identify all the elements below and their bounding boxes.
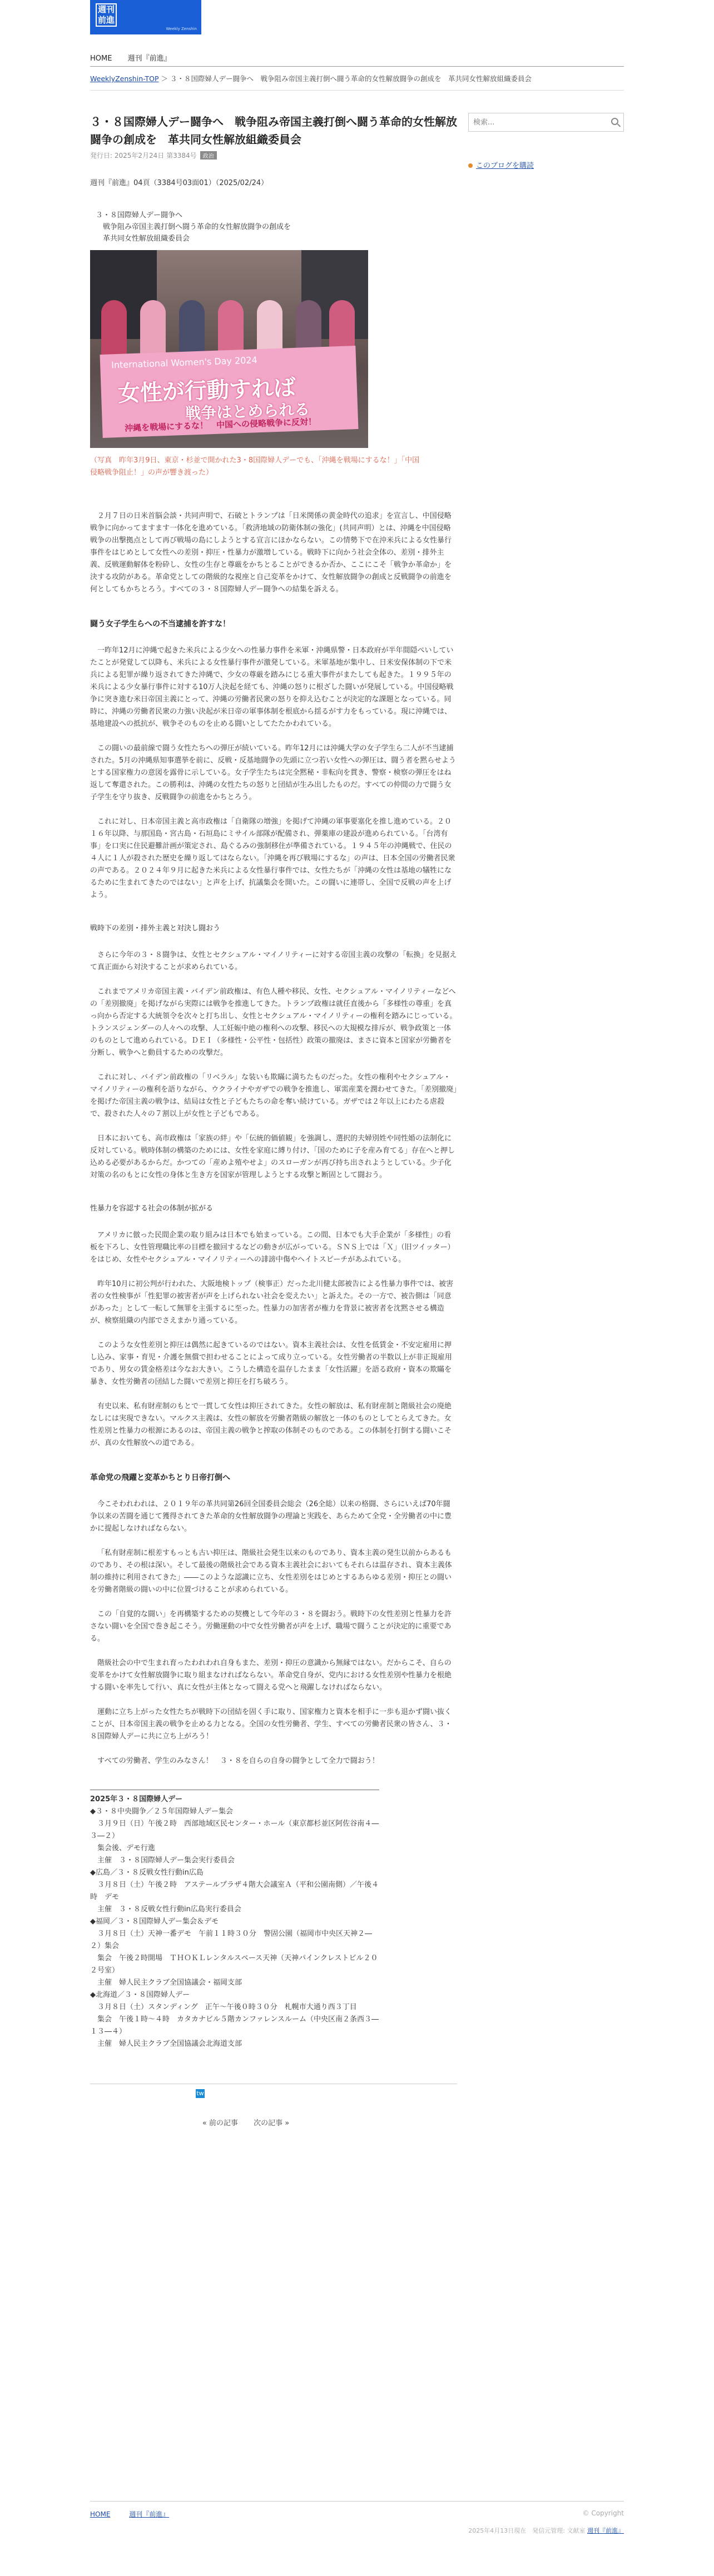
article-paragraph: 昨年10月に初公判が行われた、大阪地検トップ（検事正）だった北川健太郎被告による性暴力事件では、被害者の女性検事が「性犯罪の被害者が声を上げられない社会を変えたい」と訴えた。その一方で、被告側は「同意があった」として一転して無罪を主張するに至った。性暴力の加害者が権力を背景に被害者を沈黙させる構造が、検察組織の内部でさえまかり通っている。 xyxy=(90,1280,454,1325)
section-heading: 革命党の飛躍と変革かちとり日帝打倒へ xyxy=(90,1473,230,1482)
banner-line-3: 沖縄を戦場にするな！ 中国への侵略戦争に反対！ xyxy=(124,416,317,434)
schedule-item: ３月８日（土）天神一番デモ 午前１１時３０分 警固公園（福岡市中央区天神２―２）集会 xyxy=(90,1930,373,1950)
article-paragraph: さらに今年の３・８闘争は、女性とセクシュアル・マイノリティーに対する帝国主義の攻撃の「転換」を見据えて真正面から対決することが求められている。 xyxy=(90,951,457,971)
site-logo[interactable] xyxy=(90,0,201,34)
share-bar xyxy=(90,2084,457,2106)
article-paragraph: 一昨年12月に沖縄で起きた米兵による少女への性暴力事件を米軍・沖縄県警・日本政府が半年間隠ぺいしていたことが発覚して以降も、米兵による女性暴行事件が激発している。米軍基地が集中し、日米安保体制の下で米兵による犯罪が繰り返されてきた沖縄で、少女の尊厳を踏みにじる重大事件がまたしても起きた。１９９５年の米兵による少女暴行事件に対する10万人決起を経ても、沖縄の怒りに根ざした闘いが発展している。中国侵略戦争に突き進む米日帝国主義にとって、沖縄の労働者民衆の怒りを抑え込むことが決定的な課題となっている。同時に、沖縄の労働者民衆の力強い決起が米日帝の軍事体制を根底から揺るがす力をもっている。現に沖縄では、基地建設への抵抗が、戦争そのものを止める闘いとしてたたかわれている。 xyxy=(90,646,454,728)
prev-article-link[interactable]: « 前の記事 xyxy=(202,2119,238,2127)
article-paragraph: これに対し、日本帝国主義と高市政権は「自衛隊の増強」を掲げて沖縄の軍事要塞化を推し進めている。２０１６年以降、与那国島・宮古島・石垣島にミサイル部隊が配備され、弾薬庫の建設が進められている。「台湾有事」を口実に住民避難計画が策定され、島ぐるみの強制移住が準備されている。１９４５年の沖縄戦で、住民の４人に１人が殺された歴史を繰り返してはならない。「沖縄を再び戦場にするな」の声は、日本全国の労働者民衆の声である。２０２４年９月に起きた米兵による女性暴行事件では、女性たちが「沖縄の女性は基地の犠牲になるために生まれてきたのではない」と声を上げ、抗議集会を開いた。この闘いに連帯し、全国で反戦の声を上げよう。 xyxy=(90,818,455,899)
next-article-link[interactable]: 次の記事 » xyxy=(254,2119,290,2127)
banner-line-2: 戦争はとめられる xyxy=(185,400,310,423)
schedule-item: ３月９日（日）午後２時 西部地域区民センター・ホール（東京都杉並区阿佐谷南４―３―２） xyxy=(90,1820,379,1840)
breadcrumb-current: ３・８国際婦人デー闘争へ 戦争阻み帝国主義打倒へ闘う革命的女性解放闘争の創成を 革共同女性解放組織委員会 xyxy=(170,74,532,83)
masthead xyxy=(90,0,624,34)
twitter-share-icon[interactable]: tw xyxy=(196,2090,204,2097)
footer-home-link[interactable]: HOME xyxy=(90,2510,111,2518)
intro-line: 革共同女性解放組織委員会 xyxy=(103,235,190,243)
schedule-item: ３月８日（土）午後２時 アステールプラザ４階大会議室Ａ（平和公園南側）／午後４時 デモ xyxy=(90,1881,379,1901)
subscribe-link-box xyxy=(468,160,624,170)
article-paragraph: 今こそわれわれは、２０１９年の革共同第26回全国委員会総会（26全総）以来の格闘、さらにいえば70年闘争以来の苦闘を通じて獲得されてきた革命的女性解放闘争の理論と実践を、あらためて全党・全労働者の中に豊かに提起しなければならない。 xyxy=(90,1500,452,1533)
breadcrumb xyxy=(90,73,624,91)
schedule-list xyxy=(90,1806,379,2050)
schedule-item: 集会 午後１時～４時 カタカナビル５階カンファレンスルーム（中央区南２条西３―１３―４） xyxy=(90,2015,379,2036)
banner-line-1: 女性が行動すれば xyxy=(117,375,296,407)
schedule-item: ◆北海道／３・８国際婦人デー xyxy=(90,1991,190,1999)
article-main xyxy=(90,113,457,2127)
footer-credit xyxy=(468,2526,624,2535)
intro-line: 戦争阻み帝国主義打倒へ闘う革命的女性解放闘争の創成を xyxy=(103,223,291,231)
schedule-item: 主催 ３・８反戦女性行動in広島実行委員会 xyxy=(90,1905,241,1914)
footer-copyright: © Copyright xyxy=(582,2509,624,2517)
search-icon[interactable] xyxy=(611,118,618,125)
photo-banner xyxy=(100,346,359,438)
footer-credit-text: 2025年4月13日現在 発信元管理: 文献室 xyxy=(468,2527,586,2534)
article-photo xyxy=(90,250,368,448)
article-paragraph: アメリカに倣った民間企業の取り組みは日本でも始まっている。この間、日本でも大手企業が「多様性」の看板を下ろし、女性管理職比率の目標を撤回するなどの動きが広がっている。ＳＮＳ上では「Ｘ」（旧ツイッター）をはじめ、女性やセクシュアル・マイノリティーへの誹謗中傷やヘイトスピーチがあふれている。 xyxy=(90,1231,455,1264)
article-paragraph: 「私有財産制に根差すもっとも古い抑圧は、階級社会発生以来のものであり、資本主義の発生以前からあるものであり、その根は深い。そして最後の階級社会である資本主義社会においてもそれらは温存され、資本主義体制の維持に利用されてきた」――このような認識に立ち、女性差別をはじめとするあらゆる差別・抑圧との闘いを労働者階級の闘いの中に位置づけることが求められている。 xyxy=(90,1549,452,1594)
footer xyxy=(90,2501,624,2534)
nav-home-link[interactable]: HOME xyxy=(90,54,112,63)
logo-emblem: 週刊前進 xyxy=(96,3,117,27)
schedule-item: ◆３・８中央闘争／２５年国際婦人デー集会 xyxy=(90,1807,233,1816)
schedule-item: ◆広島／３・８反戦女性行動in広島 xyxy=(90,1869,204,1877)
rss-icon xyxy=(468,163,473,168)
article-title: ３・８国際婦人デー闘争へ 戦争阻み帝国主義打倒へ闘う革命的女性解放闘争の創成を 革共同女性解放組織委員会 xyxy=(90,115,457,146)
breadcrumb-separator: ＞ xyxy=(158,74,170,83)
subsection-heading: 戦時下の差別・排外主義と対決し闘おう xyxy=(90,924,221,933)
schedule-item: 主催 ３・８国際婦人デー集会実行委員会 xyxy=(90,1856,235,1865)
breadcrumb-home-link[interactable]: WeeklyZenshin-TOP xyxy=(90,74,159,83)
article-paragraph: 階級社会の中で生まれ育ったわれわれ自身もまた、差別・抑圧の意識から無縁ではない。だからこそ、自らの変革をかけて女性解放闘争に取り組まなければならない。革命党自身が、党内における女性差別や性暴力を根絶する闘いを率先して行い、真に女性が主体となって闘える党へと飛躍しなければならない。 xyxy=(90,1659,452,1692)
schedule-title: 2025年３・８国際婦人デー xyxy=(90,1795,183,1803)
article-paragraph: ２月７日の日米首脳会談・共同声明で、石破とトランプは「日米関係の黄金時代の追求」を宣言し、中国侵略戦争に向かってますます一体化を進めている。「救済地域の防衛体制の強化」(共同声明）とは、沖縄を中国侵略戦争の出撃拠点として再び戦場の島にしようとする宣言にほかならない。この情勢下で在沖米兵による女性暴行事件をはじめとして女性への差別・抑圧・性暴力が激増している。戦時下に向かう社会全体の、差別・排外主義、反戦運動解体を粉砕し、女性の生存と尊厳をかちとることができるか否か、ここにこそ「戦争か革命か」を決する攻防がある。革命党としての階級的な視座と自己変革をかけて、女性解放闘争の創成と反戦闘争の前進を何としてもかちとろう。すべての３・８国際婦人デー闘争への結集を訴える。 xyxy=(90,512,452,594)
article-paragraph: すべての労働者、学生のみなさん！ ３・８を自らの自身の闘争として全力で闘おう！ xyxy=(97,1757,379,1765)
nav-zenshin-link[interactable]: 週刊『前進』 xyxy=(127,54,171,63)
article-paragraph: これまでアメリカ帝国主義・バイデン前政権は、有色人種や移民、女性、セクシュアル・マイノリティーなどへの「差別撤廃」を掲げながら実際には戦争を推進してきた。トランプ政権は就任直後から「多様性の尊重」を真っ向から否定する大統領令を次々と打ち出し、女性とセクシュアル・マイノリティーの権利を踏みにじっている。トランスジェンダーの人々への攻撃、人工妊娠中絶の権利への攻撃、移民への大規模な排斥が、戦争政策と一体のものとして進められている。ＤＥＩ（多様性・公平性・包括性）政策の撤廃は、まさに資本と国家が労働者を分断し、戦争へと動員するための攻撃だ。 xyxy=(90,988,457,1057)
banner-small-text: International Women's Day 2024 xyxy=(111,355,258,371)
schedule-item: ◆福岡／３・８国際婦人デー集会＆デモ xyxy=(90,1917,219,1926)
article-paragraph: このような女性差別と抑圧は偶然に起きているのではない。資本主義社会は、女性を低賃金・不安定雇用に押し込み、家事・育児・介護を無償で担わせることによって成り立っている。女性労働者の半数以上が非正規雇用であり、男女の賃金格差は今なお大きい。こうした構造を温存したまま「女性活躍」を語る政府・資本の欺瞞を暴き、女性労働者の団結した闘いで差別と抑圧を打ち破ろう。 xyxy=(90,1341,452,1386)
schedule-item: 主催 婦人民主クラブ全国協議会・福岡支部 xyxy=(90,1979,242,1987)
publish-info: 発行日: 2025年2月24日 第3384号 xyxy=(90,152,197,160)
logo-subtitle: Weekly Zenshin xyxy=(166,27,197,31)
article-meta xyxy=(90,151,457,160)
article-paragraph: この「自覚的な闘い」を再構築するための契機として今年の３・８を闘おう。戦時下の女性差別と性暴力を許さない闘いを全国で巻き起こそう。労働運動の中で女性労働者が声を上げ、職場で闘うことが決定的に重要である。 xyxy=(90,1610,452,1643)
article-pager xyxy=(90,2117,401,2127)
schedule-item: 集会 午後２時開場 ＴＨＯＫＬレンタルスペース天神（天神パインクレストビル２０２号室） xyxy=(90,1954,378,1975)
article-paragraph: これに対し、バイデン前政権の「リベラル」な装いも欺瞞に満ちたものだった。女性の権利やセクシュアル・マイノリティーの権利を語りながら、ウクライナやガザでの戦争を推進し、軍需産業を潤わせてきた。「差別撤廃」を掲げた帝国主義の戦争は、結局は女性と子どもたちの命を奪い続けている。ガザでは２年以上にわたる虐殺で、殺された人々の７割以上が女性と子どもである。 xyxy=(90,1073,457,1118)
subscribe-link[interactable]: このブログを購読 xyxy=(476,162,534,170)
search-input[interactable] xyxy=(472,114,600,131)
event-schedule xyxy=(90,1790,379,2050)
search-box xyxy=(468,113,624,132)
sidebar xyxy=(468,113,624,2127)
photo-caption: （写真 昨年3月9日、東京・杉並で開かれた3・8国際婦人デーでも、「沖縄を戦場にするな！」「中国侵略戦争阻止！」の声が響き渡った） xyxy=(90,456,420,477)
top-navigation xyxy=(90,52,624,67)
article-paragraph: この闘いの最前線で闘う女性たちへの弾圧が続いている。昨年12月には沖縄大学の女子学生ら二人が不当逮捕された。5月の沖縄県知事選挙を前に、反戦・反基地闘争の先頭に立つ若い女性への弾圧は、闘う者を黙らせようとする国家権力の意図を露骨に示している。女子学生たちは完全黙秘・非転向を貫き、警察・検察の弾圧をはね返して奪還された。この勝利は、沖縄の女性たちの怒りと団結が生み出したものだ。すべての仲間の力で闘う女子学生を守り抜き、反戦闘争の前進をかちとろう。 xyxy=(90,744,456,801)
footer-zenshin-link[interactable]: 週刊『前進』 xyxy=(129,2510,170,2518)
article-paragraph: 有史以来、私有財産制のもとで一貫して女性は抑圧されてきた。女性の解放は、私有財産制と階級社会の廃絶なしには実現できない。マルクス主義は、女性の解放を労働者階級の解放と一体のものとしてとらえてきた。女性差別と性暴力の根源にあるのは、帝国主義の戦争と搾取の体制そのものである。この体制を打倒する闘いこそが、真の女性解放への道である。 xyxy=(90,1402,452,1447)
article-paragraph: 日本においても、高市政権は「家族の絆」や「伝統的価値観」を強調し、選択的夫婦別姓や同性婚の法制化に反対している。戦時体制の構築のためには、女性を家庭に縛り付け、「国のために子を産み育てる」存在へと押し込める必要があるからだ。かつての「産めよ殖やせよ」のスローガンが再び持ち出されようとしている。少子化対策の名のもとに女性の身体と生き方を国家が管理しようとする攻撃と断固として闘おう。 xyxy=(90,1134,455,1179)
issue-info: 週刊『前進』04頁（3384号03面01）（2025/02/24） xyxy=(90,179,269,187)
article-paragraph: 運動に立ち上がった女性たちが戦時下の団結を固く手に取り、国家権力と資本を相手に一歩も退かず闘い抜くことが、日本帝国主義の戦争を止める力となる。全国の女性労働者、学生、すべての労働者民衆の皆さん、３・８国際婦人デーに共に立ち上がろう！ xyxy=(90,1708,452,1741)
schedule-item: 集会後、デモ行進 xyxy=(90,1844,156,1852)
category-tag[interactable]: 政治 xyxy=(200,151,217,160)
schedule-item: 主催 婦人民主クラブ全国協議会北海道支部 xyxy=(90,2040,242,2048)
footer-credit-link[interactable]: 週刊『前進』 xyxy=(587,2527,624,2534)
subsection-heading: 性暴力を容認する社会の体制が拡がる xyxy=(90,1204,214,1213)
article-intro xyxy=(96,210,457,245)
article-body xyxy=(90,510,457,1767)
schedule-item: ３月８日（土）スタンディング 正午～午後０時３０分 札幌市大通り西３丁目 xyxy=(90,2003,357,2011)
intro-line: ３・８国際婦人デー闘争へ xyxy=(96,211,183,220)
section-heading: 闘う女子学生らへの不当逮捕を許すな！ xyxy=(90,620,230,629)
